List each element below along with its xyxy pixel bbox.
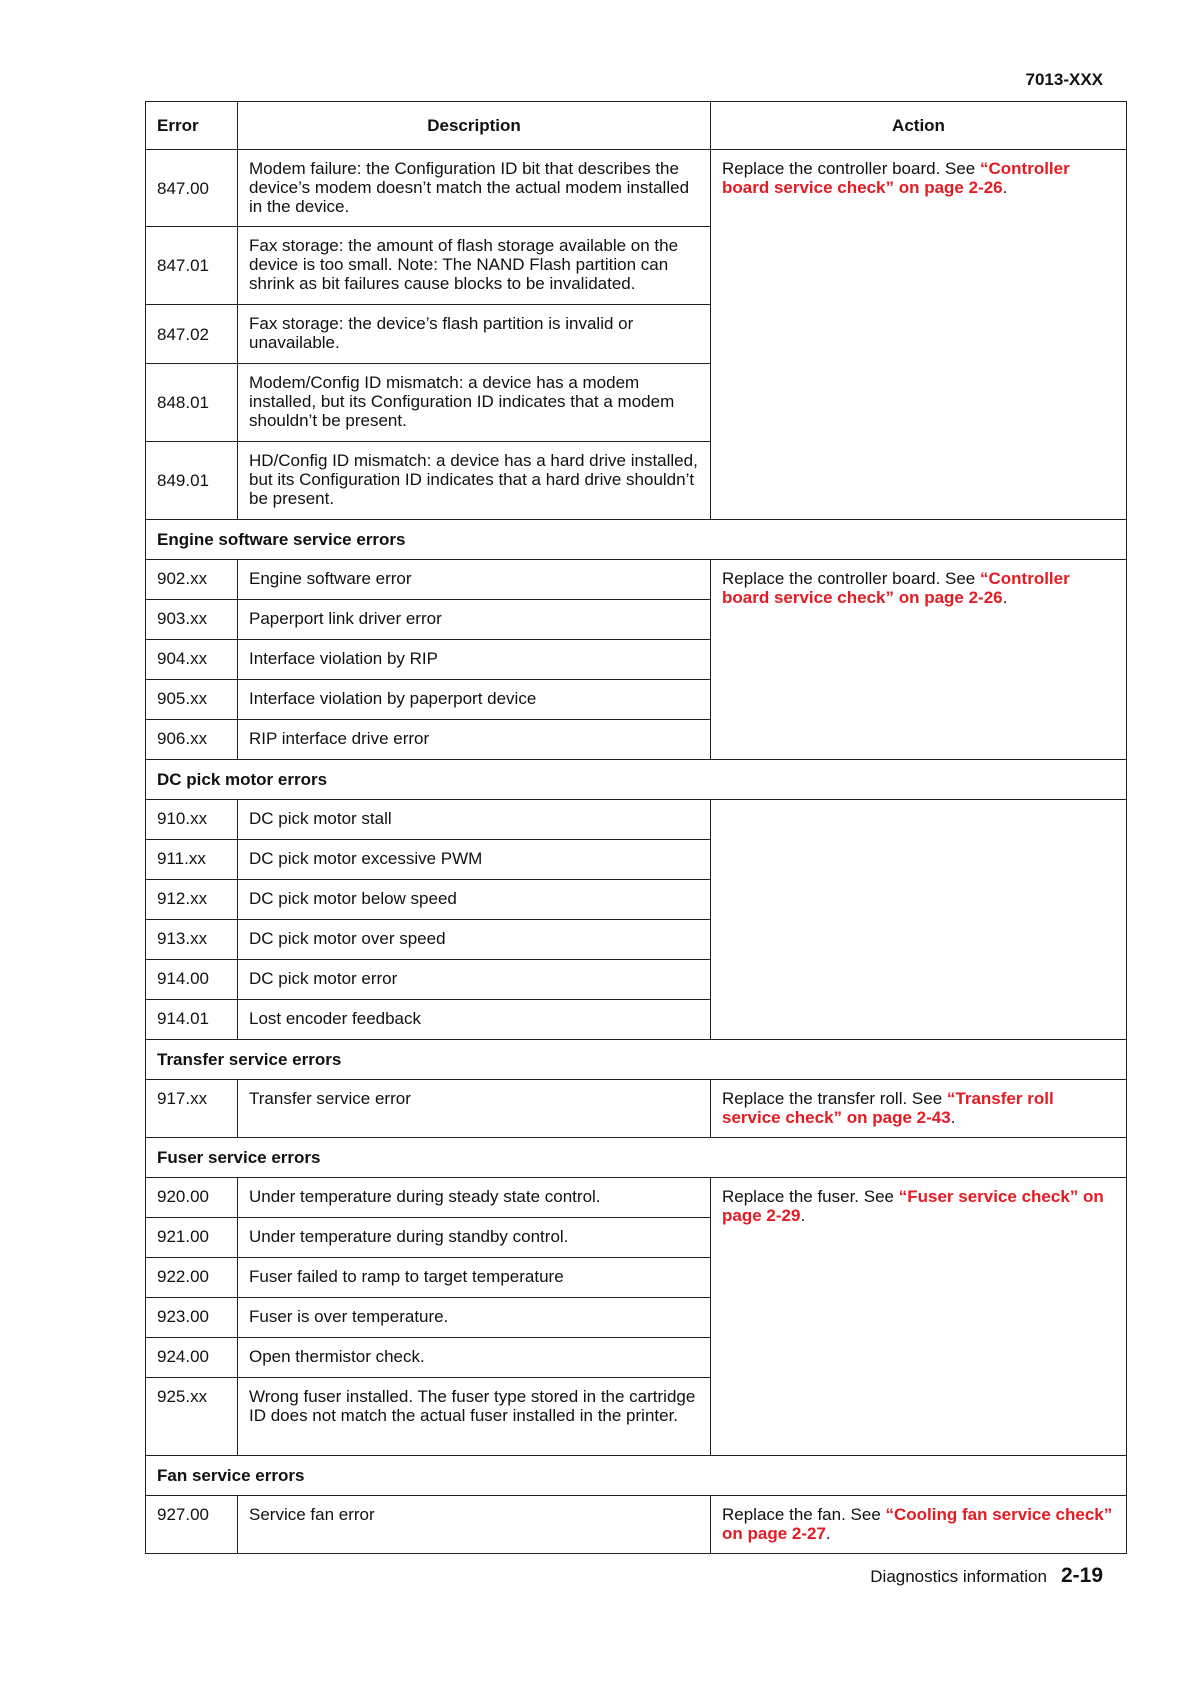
table-row (146, 1080, 1127, 1138)
error-description: Modem/Config ID mismatch: a device has a modem installed, but its Configuration ID indicates that a modem shouldn’t be present. (238, 364, 711, 442)
error-code: 922.00 (146, 1258, 238, 1298)
table-row (146, 1496, 1127, 1554)
error-code: 847.01 (146, 227, 238, 305)
error-description: DC pick motor below speed (238, 880, 711, 920)
action-text: Replace the fan. See (722, 1505, 886, 1524)
section-title: Transfer service errors (146, 1040, 1127, 1080)
action-text: Replace the fuser. See (722, 1187, 899, 1206)
action-text: Replace the controller board. See (722, 569, 980, 588)
error-description: Service fan error (238, 1496, 711, 1554)
action-cell (711, 560, 1127, 760)
error-code: 847.00 (146, 150, 238, 227)
service-check-link[interactable]: “Transfer roll service check” on page 2-43 (722, 1089, 1054, 1127)
error-description: Open thermistor check. (238, 1338, 711, 1378)
service-check-link[interactable]: “Controller board service check” on page 2-26 (722, 569, 1070, 607)
error-description: Fax storage: the device’s flash partition is invalid or unavailable. (238, 305, 711, 364)
error-code: 917.xx (146, 1080, 238, 1138)
error-description: Fuser is over temperature. (238, 1298, 711, 1338)
error-description: Fuser failed to ramp to target temperature (238, 1258, 711, 1298)
error-code: 904.xx (146, 640, 238, 680)
error-code: 925.xx (146, 1378, 238, 1456)
table-row (146, 1178, 1127, 1218)
service-check-link[interactable]: “Fuser service check” on page 2-29 (722, 1187, 1104, 1225)
service-check-link[interactable]: “Cooling fan service check” on page 2-27 (722, 1505, 1113, 1543)
action-text: Replace the transfer roll. See (722, 1089, 947, 1108)
error-description: Under temperature during standby control. (238, 1218, 711, 1258)
column-header-action: Action (711, 102, 1127, 150)
error-code: 912.xx (146, 880, 238, 920)
action-cell (711, 800, 1127, 1040)
error-description: RIP interface drive error (238, 720, 711, 760)
action-suffix: . (1002, 178, 1008, 197)
footer-section-title: Diagnostics information (870, 1567, 1047, 1586)
table-row (146, 560, 1127, 600)
action-cell (711, 1178, 1127, 1456)
error-code: 924.00 (146, 1338, 238, 1378)
table-row (146, 800, 1127, 840)
error-code: 905.xx (146, 680, 238, 720)
table-row (146, 150, 1127, 227)
section-header-row (146, 520, 1127, 560)
error-description: Lost encoder feedback (238, 1000, 711, 1040)
page-number: 2-19 (1060, 1564, 1103, 1587)
section-title: Fan service errors (146, 1456, 1127, 1496)
error-description: DC pick motor over speed (238, 920, 711, 960)
error-description: Paperport link driver error (238, 600, 711, 640)
section-title: Fuser service errors (146, 1138, 1127, 1178)
error-code: 902.xx (146, 560, 238, 600)
section-header-row (146, 1138, 1127, 1178)
error-code: 911.xx (146, 840, 238, 880)
error-code-table (145, 101, 1127, 1554)
error-code: 923.00 (146, 1298, 238, 1338)
service-check-link[interactable]: “Controller board service check” on page 2-26 (722, 159, 1070, 197)
error-code: 849.01 (146, 442, 238, 520)
section-header-row (146, 1040, 1127, 1080)
document-id: 7013-XXX (1025, 70, 1103, 89)
error-description: Wrong fuser installed. The fuser type stored in the cartridge ID does not match the actual fuser installed in the printer. (238, 1378, 711, 1456)
error-code: 920.00 (146, 1178, 238, 1218)
action-suffix: . (950, 1108, 956, 1127)
action-cell (711, 1080, 1127, 1138)
table-header-row (146, 102, 1127, 150)
action-text: Replace the controller board. See (722, 159, 980, 178)
error-description: Under temperature during steady state control. (238, 1178, 711, 1218)
section-header-row (146, 1456, 1127, 1496)
error-code: 913.xx (146, 920, 238, 960)
error-code: 848.01 (146, 364, 238, 442)
error-code: 914.00 (146, 960, 238, 1000)
error-code: 847.02 (146, 305, 238, 364)
error-code: 914.01 (146, 1000, 238, 1040)
section-title: DC pick motor errors (146, 760, 1127, 800)
error-description: Interface violation by RIP (238, 640, 711, 680)
error-code: 910.xx (146, 800, 238, 840)
section-header-row (146, 760, 1127, 800)
error-code: 921.00 (146, 1218, 238, 1258)
error-description: Transfer service error (238, 1080, 711, 1138)
action-suffix: . (1002, 588, 1008, 607)
error-description: Engine software error (238, 560, 711, 600)
error-code: 927.00 (146, 1496, 238, 1554)
error-description: Interface violation by paperport device (238, 680, 711, 720)
error-description: Fax storage: the amount of flash storage available on the device is too small. Note: The NAND Flash partition can shrink as bit failures cause blocks to be invalidated. (238, 227, 711, 305)
action-cell (711, 1496, 1127, 1554)
column-header-error: Error (146, 102, 238, 150)
error-description: DC pick motor error (238, 960, 711, 1000)
error-code: 906.xx (146, 720, 238, 760)
action-cell (711, 150, 1127, 520)
page-footer (870, 1564, 1103, 1588)
action-suffix: . (800, 1206, 806, 1225)
section-title: Engine software service errors (146, 520, 1127, 560)
error-description: DC pick motor stall (238, 800, 711, 840)
error-code: 903.xx (146, 600, 238, 640)
action-suffix: . (825, 1524, 831, 1543)
error-description: HD/Config ID mismatch: a device has a hard drive installed, but its Configuration ID indicates that a hard drive shouldn’t be present. (238, 442, 711, 520)
column-header-description: Description (238, 102, 711, 150)
error-description: DC pick motor excessive PWM (238, 840, 711, 880)
error-description: Modem failure: the Configuration ID bit that describes the device’s modem doesn’t match the actual modem installed in the device. (238, 150, 711, 227)
